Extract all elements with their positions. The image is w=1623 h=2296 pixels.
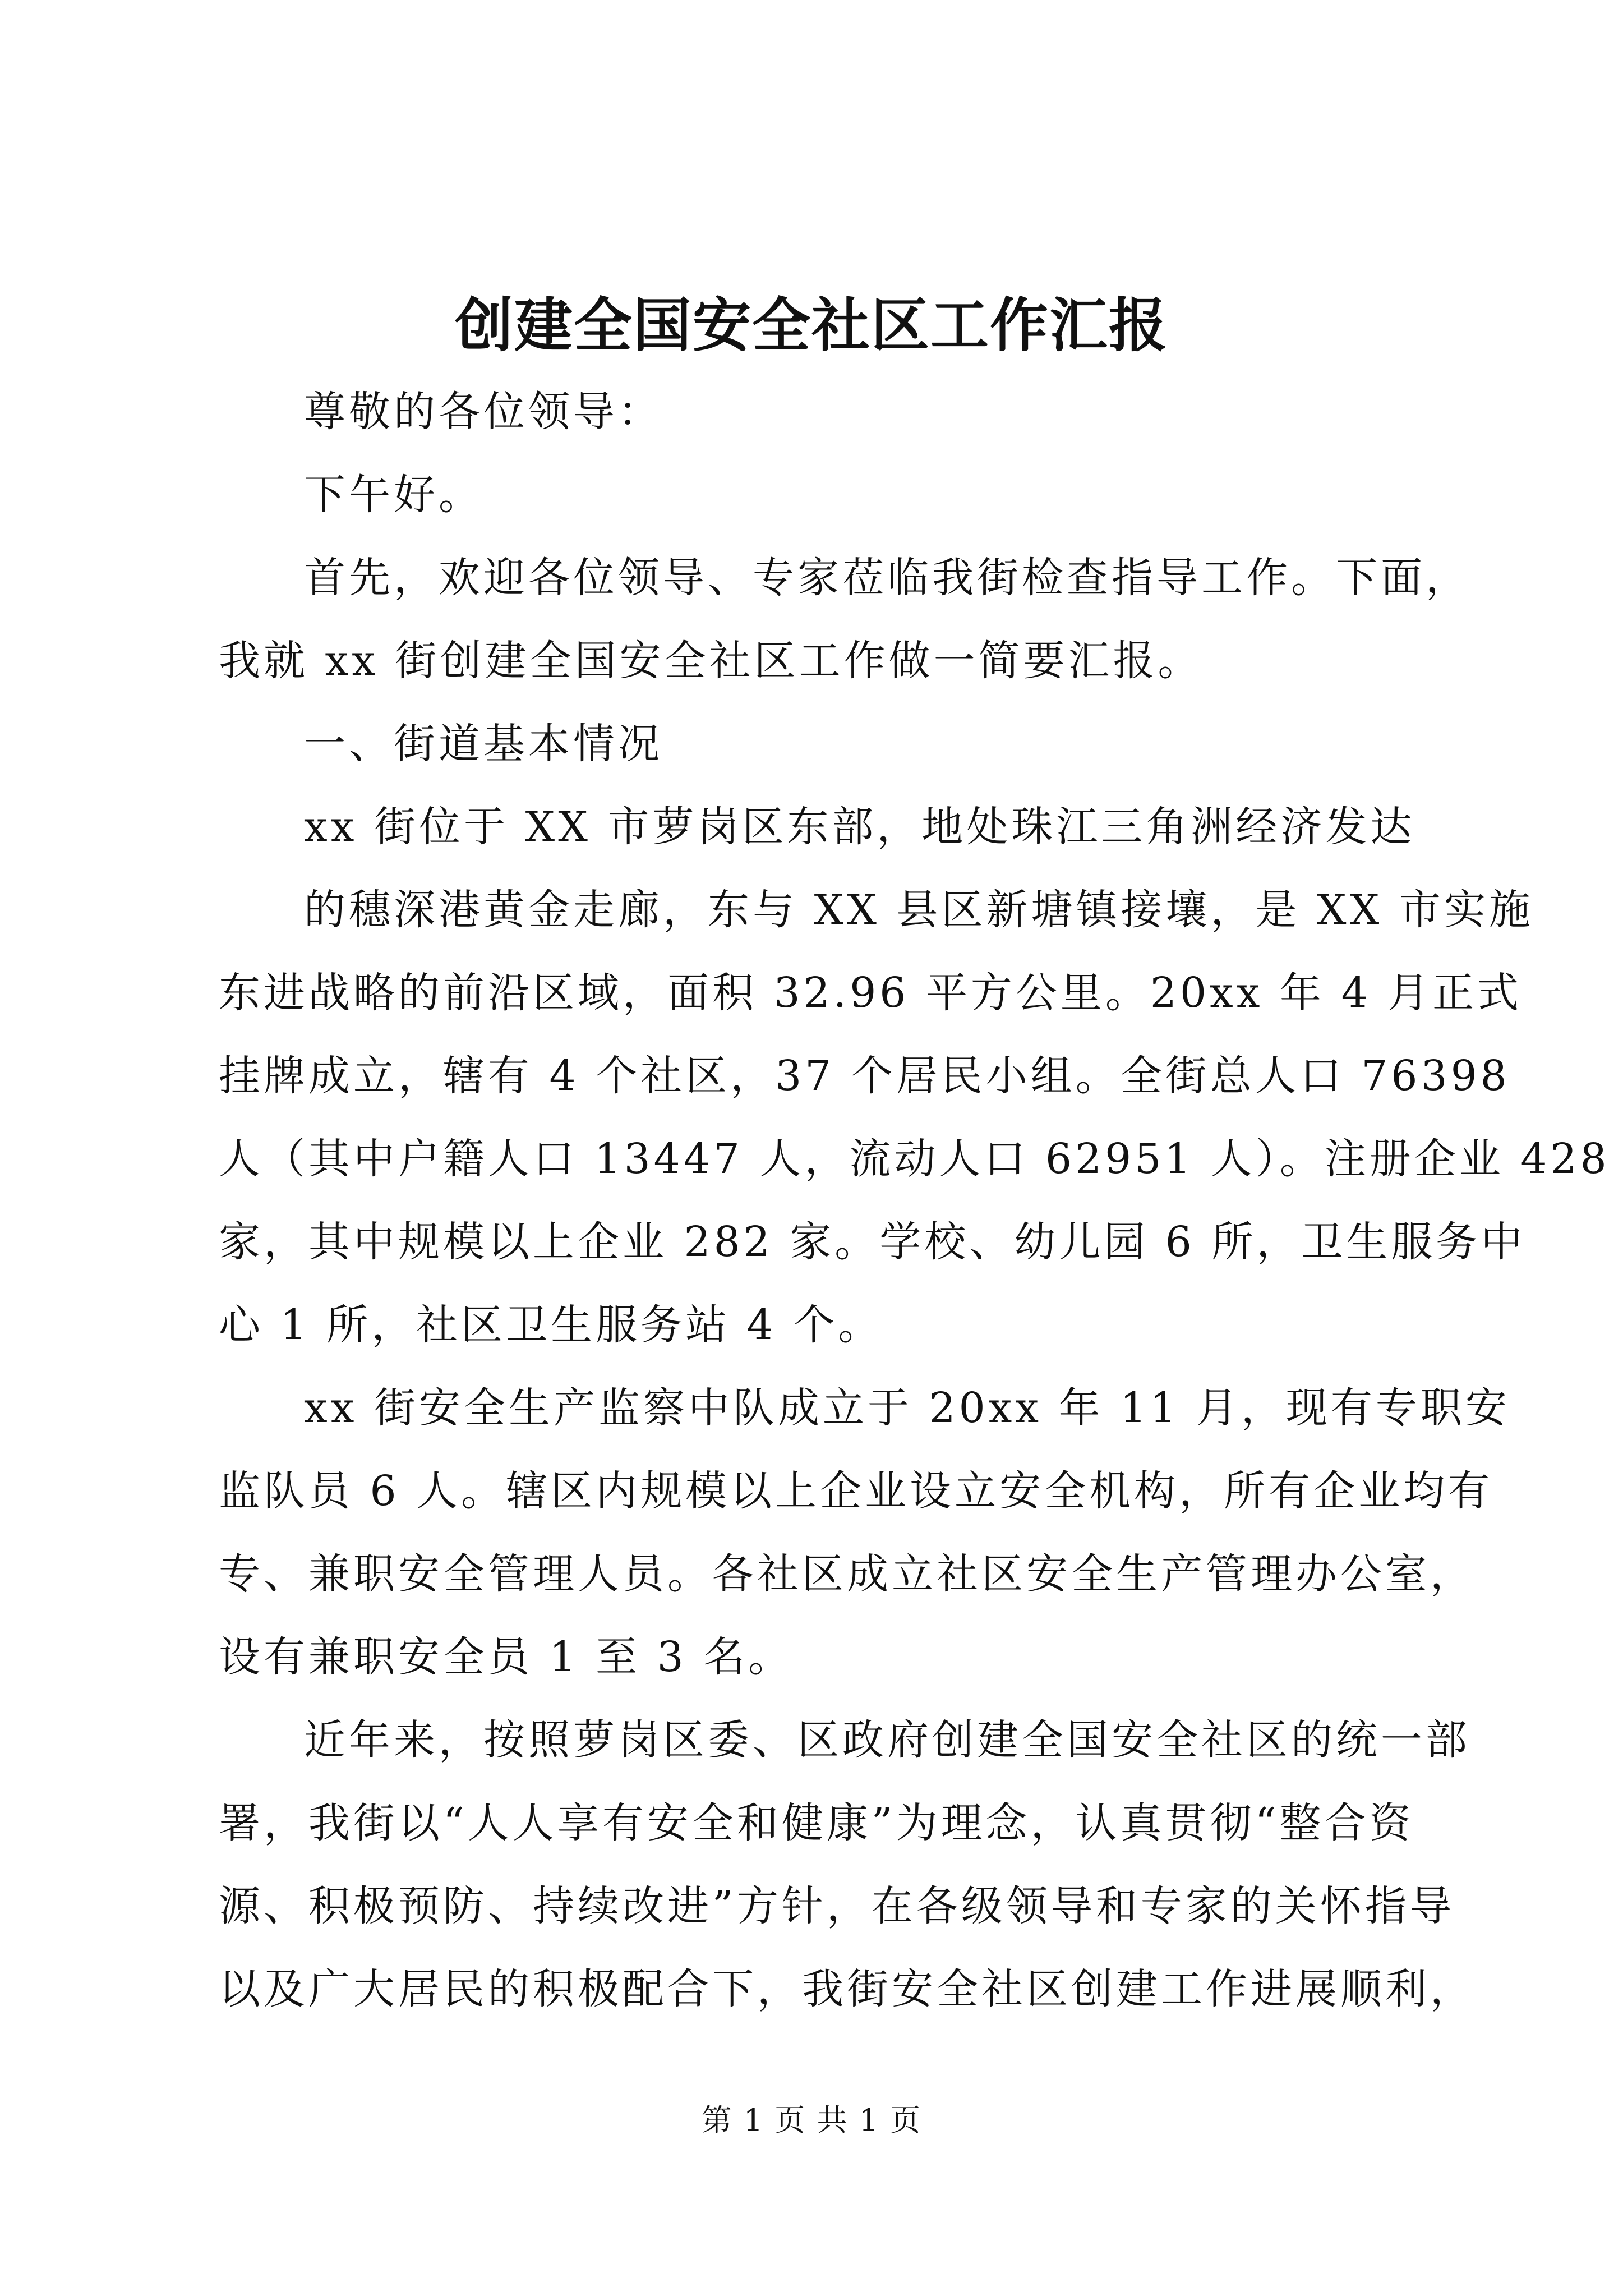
body-line: 首先，欢迎各位领导、专家莅临我街检查指导工作。下面， <box>304 554 1470 602</box>
body-line: 尊敬的各位领导： <box>304 388 663 436</box>
body-line: xx 街安全生产监察中队成立于 20xx 年 11 月，现有专职安 <box>304 1384 1510 1432</box>
body-line: 以及广大居民的积极配合下，我街安全社区创建工作进展顺利， <box>219 1965 1475 2013</box>
body-line: xx 街位于 XX 市萝岗区东部，地处珠江三角洲经济发达 <box>304 803 1415 851</box>
body-line: 挂牌成立，辖有 4 个社区，37 个居民小组。全街总人口 76398 <box>219 1052 1510 1100</box>
body-line: 一、街道基本情况 <box>304 720 663 768</box>
body-line: 心 1 所，社区卫生服务站 4 个。 <box>219 1301 883 1349</box>
body-line: 东进战略的前沿区域，面积 32.96 平方公里。20xx 年 4 月正式 <box>219 969 1523 1017</box>
body-line: 我就 xx 街创建全国安全社区工作做一简要汇报。 <box>219 637 1203 685</box>
body-line: 的穗深港黄金走廊，东与 XX 县区新塘镇接壤，是 XX 市实施 <box>304 886 1534 934</box>
body-line: 人（其中户籍人口 13447 人，流动人口 62951 人）。注册企业 428 <box>219 1135 1610 1183</box>
document-title: 创建全国安全社区工作汇报 <box>454 291 1168 360</box>
body-line: 监队员 6 人。辖区内规模以上企业设立安全机构，所有企业均有 <box>219 1467 1493 1515</box>
document-body <box>219 370 1610 2031</box>
body-line: 署，我街以“人人享有安全和健康”为理念，认真贯彻“整合资 <box>219 1799 1414 1847</box>
body-line: 近年来，按照萝岗区委、区政府创建全国安全社区的统一部 <box>304 1716 1470 1764</box>
body-line: 下午好。 <box>304 471 483 519</box>
page-footer: 第 1 页 共 1 页 <box>701 2102 922 2138</box>
body-line: 专、兼职安全管理人员。各社区成立社区安全生产管理办公室， <box>219 1550 1475 1598</box>
body-line: 设有兼职安全员 1 至 3 名。 <box>219 1633 794 1681</box>
body-line: 源、积极预防、持续改进”方针，在各级领导和专家的关怀指导 <box>219 1882 1455 1930</box>
body-line: 家，其中规模以上企业 282 家。学校、幼儿园 6 所，卫生服务中 <box>219 1218 1526 1266</box>
